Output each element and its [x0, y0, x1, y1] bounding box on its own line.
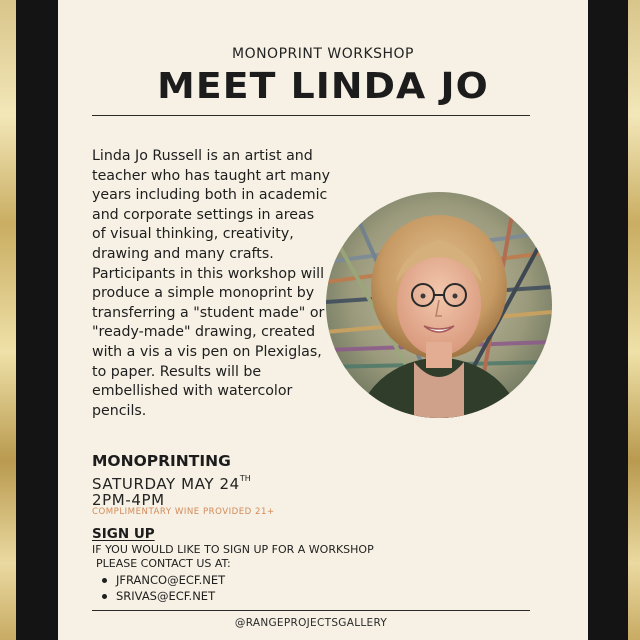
contact-list [100, 573, 225, 604]
event-date-suffix: TH [239, 474, 251, 483]
signup-line-1: IF YOU WOULD LIKE TO SIGN UP FOR A WORKSHOP [92, 543, 374, 556]
artist-bio: Linda Jo Russell is an artist and teacher who has taught art many years including both in academic and corporate settings in areas of visual thinking, creativity, drawing and many crafts. Participants in this workshop will produce a simple monoprint by transferring a "student made" or "ready-made" drawing, created with a vis a vis pen on Plexiglas, to paper. Results will be embellished with watercolor pencils. [92, 148, 331, 419]
bullet-icon [102, 578, 107, 583]
contact-item [100, 589, 225, 605]
bottom-divider [92, 610, 530, 611]
poster [58, 0, 588, 640]
signup-instructions [92, 543, 374, 571]
event-time: 2PM-4PM [92, 491, 165, 509]
event-date-text: SATURDAY MAY 24 [92, 475, 240, 493]
artist-portrait [326, 192, 552, 418]
poster-title: MEET LINDA JO [157, 66, 489, 107]
workshop-heading: MONOPRINTING [92, 452, 231, 470]
gold-frame-left [0, 0, 16, 640]
social-handle: @RANGEPROJECTSGALLERY [234, 617, 388, 629]
contact-email: SRIVAS@ECF.NET [116, 588, 216, 603]
bullet-icon [102, 594, 107, 599]
contact-item [100, 573, 225, 589]
contact-email: JFRANCO@ECF.NET [116, 573, 226, 587]
top-divider [92, 115, 530, 116]
poster-supertitle: MONOPRINT WORKSHOP [231, 46, 414, 62]
wine-note: COMPLIMENTARY WINE PROVIDED 21+ [92, 507, 275, 517]
signup-heading: SIGN UP [92, 526, 155, 542]
signup-line-2: PLEASE CONTACT US AT: [96, 557, 231, 570]
gold-frame-right [628, 0, 640, 640]
